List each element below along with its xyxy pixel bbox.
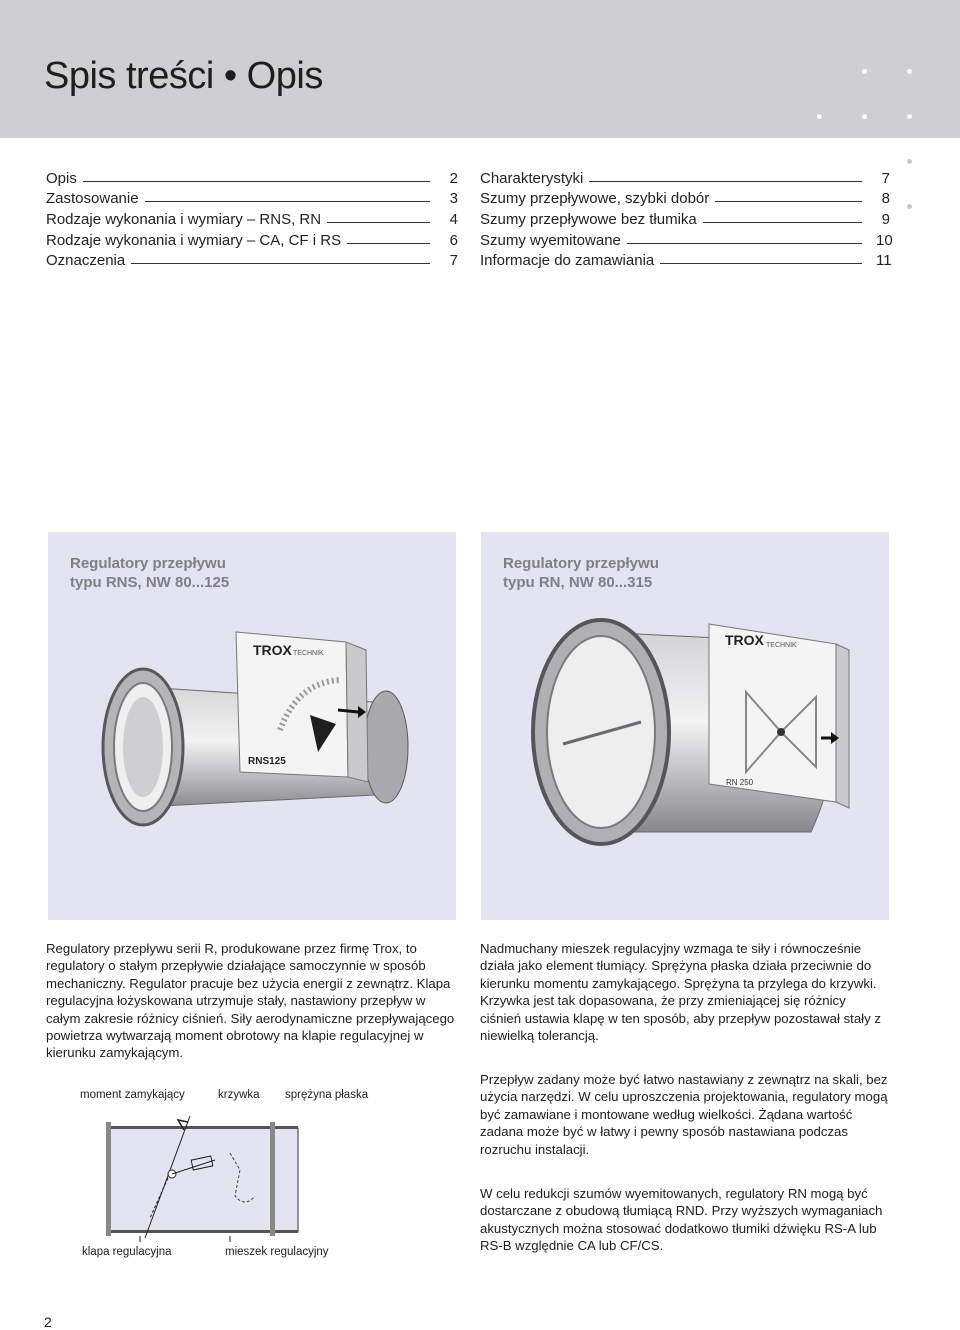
toc-page: 7	[449, 252, 458, 270]
toc-page: 9	[881, 211, 890, 229]
toc-leader	[627, 243, 862, 244]
page-number: 2	[44, 1314, 52, 1330]
decorative-dot	[907, 69, 912, 74]
toc-label: Zastosowanie	[46, 190, 139, 208]
toc-entry[interactable]	[480, 228, 893, 249]
toc-label: Charakterystyki	[480, 169, 584, 187]
toc-label: Rodzaje wykonania i wymiary – CA, CF i RS	[46, 231, 342, 249]
panel-left-model: RNS125	[248, 756, 286, 767]
description-paragraph: Nadmuchany mieszek regulacyjny wzmaga te siły i równocześnie działa jako element tłumiący. Sprężyna płaska działa przeciwnie do kierunku momentu zamykającego. Sprężyna ta przylega do krzywki. Krzywka jest tak dopasowana, że przy zmieniającej się różnicy ciśnień ustawia klapę w ten sposób, aby przepływ pozostawał stały z niewielką tolerancją.	[480, 941, 881, 1044]
toc-entry[interactable]	[480, 166, 890, 187]
toc-page: 11	[876, 252, 892, 270]
description-paragraph: Przepływ zadany może być łatwo nastawiany z zewnątrz na skali, bez użycia narzędzi. W celu uproszczenia projektowania, regulatory mogą być zamawiane i montowane według wielkości. Żądana wartość zadana może być w łatwy i pewny sposób nastawiana podczas rozruchu instalacji.	[480, 1072, 888, 1157]
decorative-dot	[862, 69, 867, 74]
toc-page: 4	[449, 211, 458, 229]
page-title: Spis treści • Opis	[44, 55, 323, 97]
caption-line: Regulatory przepływu	[70, 555, 226, 572]
toc-entry[interactable]	[46, 228, 458, 249]
product-panel-rn	[481, 532, 889, 920]
caption-line: typu RN, NW 80...315	[503, 574, 653, 591]
toc-entry[interactable]	[46, 207, 458, 228]
toc-entry[interactable]	[480, 249, 890, 270]
caption-line: Regulatory przepływu	[503, 555, 659, 572]
description-paragraph: Regulatory przepływu serii R, produkowane przez firmę Trox, to regulatory o stałym przepływie działające samoczynnie w sposób mechaniczny. Regulator pracuje bez użycia energii z zewnątrz. Klapa regulacyjna łożyskowana utrzymuje stały, nastawiony przepływ w całym zakresie różnicy ciśnień. Siły aerodynamiczne przepływającego powietrza wytwarzają moment obrotowy na klapie regulacyjnej w kierunku zamykającym.	[46, 941, 455, 1061]
decorative-dot	[907, 114, 912, 119]
toc-label: Opis	[46, 169, 77, 187]
toc-leader	[660, 263, 862, 264]
toc-label: Oznaczenia	[46, 252, 126, 270]
decorative-dot	[862, 114, 867, 119]
toc-leader	[83, 181, 430, 182]
toc-entry[interactable]	[480, 207, 890, 228]
toc-leader	[589, 181, 862, 182]
toc-label: Informacje do zamawiania	[480, 252, 655, 270]
toc-left-column	[46, 166, 458, 269]
toc-page: 7	[881, 169, 890, 187]
caption-line: typu RNS, NW 80...125	[70, 574, 230, 591]
panel-caption	[70, 554, 229, 592]
toc-label: Szumy wyemitowane	[480, 231, 621, 249]
toc-entry[interactable]	[480, 187, 890, 208]
decorative-dot	[907, 204, 912, 209]
diagram-label-closing-moment: moment zamykający	[80, 1089, 185, 1101]
toc-leader	[347, 243, 430, 244]
diagram-label-flat-spring: sprężyna płaska	[285, 1089, 369, 1101]
toc-entry[interactable]	[46, 249, 458, 270]
diagram-label-damper-blade: klapa regulacyjna	[82, 1246, 172, 1258]
panel-left-brand-sub: TECHNIK	[293, 650, 324, 657]
panel-right-model: RN 250	[726, 778, 754, 787]
decorative-dot	[907, 159, 912, 164]
toc-page: 6	[449, 231, 458, 249]
panel-right-brand: TROX	[725, 632, 764, 648]
toc-entry[interactable]	[46, 187, 458, 208]
toc-leader	[131, 263, 430, 264]
toc-page: 10	[876, 231, 893, 249]
panel-caption	[503, 554, 659, 592]
description-paragraph: W celu redukcji szumów wyemitowanych, regulatory RN mogą być dostarczane z obudową tłumiącą RND. Przy wyższych wymaganiach akustycznych można stosować dodatkowo tłumiki dźwięku RS-A lub RS-B względnie CA lub CF/CS.	[480, 1186, 883, 1254]
toc-right-column	[480, 166, 893, 270]
regulator-schematic	[80, 1108, 310, 1243]
toc-leader	[145, 201, 430, 202]
decorative-dot	[817, 114, 822, 119]
panel-right-brand-sub: TECHNIK	[766, 642, 797, 649]
toc-page: 2	[449, 169, 458, 187]
product-panel-rns	[48, 532, 456, 920]
toc-leader	[327, 222, 430, 223]
toc-label: Rodzaje wykonania i wymiary – RNS, RN	[46, 211, 322, 229]
panel-left-brand: TROX	[253, 642, 292, 658]
toc-page: 3	[449, 190, 458, 208]
diagram-label-bellows: mieszek regulacyjny	[225, 1246, 329, 1258]
toc-leader	[703, 222, 862, 223]
toc-entry[interactable]	[46, 166, 458, 187]
toc-label: Szumy przepływowe, szybki dobór	[480, 190, 710, 208]
toc-label: Szumy przepływowe bez tłumika	[480, 211, 697, 229]
toc-leader	[715, 201, 862, 202]
toc-page: 8	[881, 190, 890, 208]
diagram-label-cam: krzywka	[218, 1089, 260, 1101]
